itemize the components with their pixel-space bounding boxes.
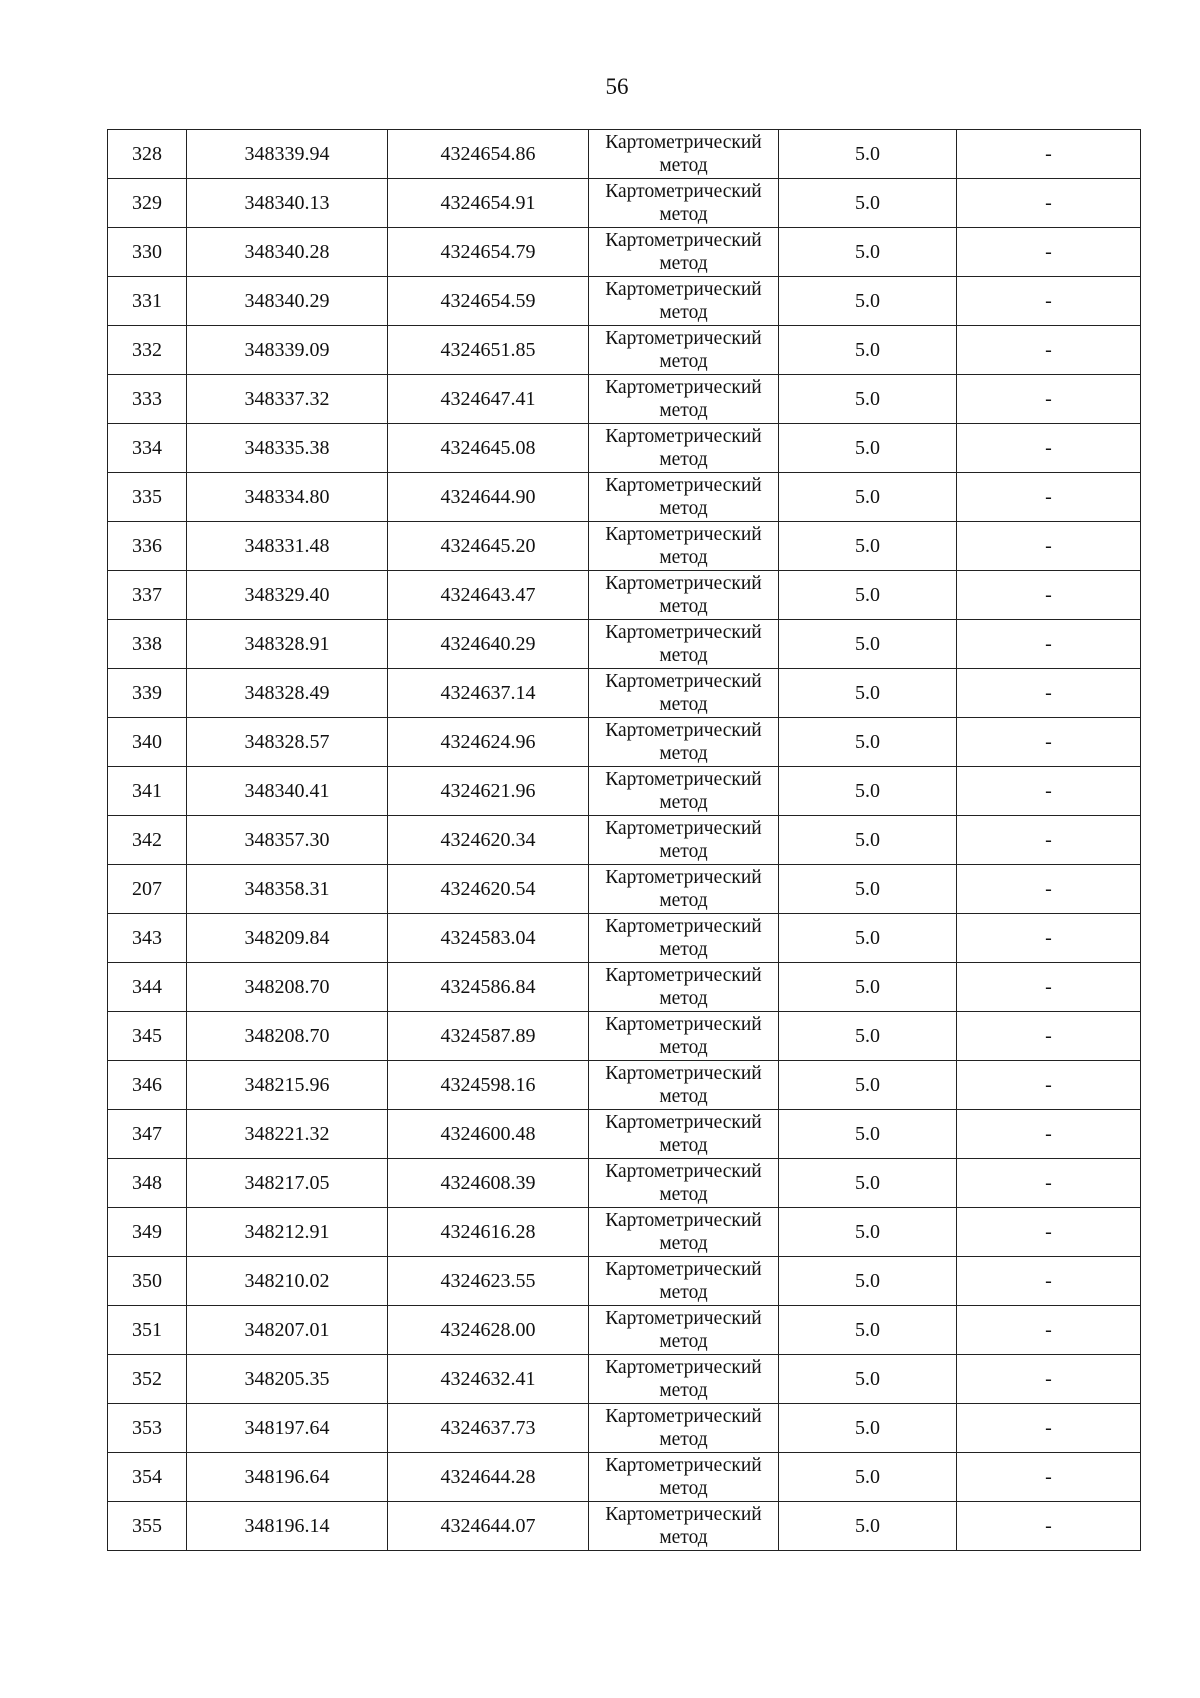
table-row [108,767,1141,816]
table-row [108,1404,1141,1453]
cell-coordinate-x: 348339.09 [187,326,388,375]
cell-method: Картометрический метод [589,179,779,228]
cell-accuracy: 5.0 [779,1306,957,1355]
table-row [108,1257,1141,1306]
cell-coordinate-y: 4324616.28 [388,1208,589,1257]
cell-accuracy: 5.0 [779,816,957,865]
cell-point-number: 345 [108,1012,187,1061]
table-row [108,1012,1141,1061]
cell-note: - [957,816,1141,865]
cell-coordinate-y: 4324654.79 [388,228,589,277]
cell-note: - [957,326,1141,375]
coordinates-table-body [108,130,1141,1551]
table-row [108,130,1141,179]
table-row [108,228,1141,277]
cell-coordinate-y: 4324644.07 [388,1502,589,1551]
cell-coordinate-x: 348337.32 [187,375,388,424]
table-row [108,473,1141,522]
cell-accuracy: 5.0 [779,669,957,718]
cell-accuracy: 5.0 [779,1012,957,1061]
cell-point-number: 341 [108,767,187,816]
cell-method: Картометрический метод [589,228,779,277]
cell-coordinate-x: 348328.91 [187,620,388,669]
cell-point-number: 347 [108,1110,187,1159]
cell-method: Картометрический метод [589,522,779,571]
cell-coordinate-x: 348208.70 [187,1012,388,1061]
cell-method: Картометрический метод [589,1061,779,1110]
cell-note: - [957,1306,1141,1355]
cell-note: - [957,228,1141,277]
cell-accuracy: 5.0 [779,620,957,669]
cell-note: - [957,1404,1141,1453]
cell-method: Картометрический метод [589,767,779,816]
cell-point-number: 340 [108,718,187,767]
cell-coordinate-y: 4324586.84 [388,963,589,1012]
cell-method: Картометрический метод [589,1110,779,1159]
cell-accuracy: 5.0 [779,963,957,1012]
cell-point-number: 332 [108,326,187,375]
cell-point-number: 353 [108,1404,187,1453]
cell-point-number: 330 [108,228,187,277]
cell-accuracy: 5.0 [779,375,957,424]
table-row [108,375,1141,424]
cell-note: - [957,963,1141,1012]
cell-accuracy: 5.0 [779,1404,957,1453]
cell-point-number: 349 [108,1208,187,1257]
table-row [108,1453,1141,1502]
table-row [108,1159,1141,1208]
table-row [108,1061,1141,1110]
cell-coordinate-y: 4324643.47 [388,571,589,620]
cell-accuracy: 5.0 [779,277,957,326]
cell-coordinate-y: 4324637.14 [388,669,589,718]
cell-accuracy: 5.0 [779,179,957,228]
table-row [108,718,1141,767]
cell-method: Картометрический метод [589,1159,779,1208]
table-row [108,1502,1141,1551]
cell-note: - [957,1159,1141,1208]
cell-accuracy: 5.0 [779,1159,957,1208]
cell-method: Картометрический метод [589,424,779,473]
page-number: 56 [605,74,629,99]
table-row [108,963,1141,1012]
cell-coordinate-x: 348331.48 [187,522,388,571]
cell-coordinate-y: 4324654.86 [388,130,589,179]
table-row [108,277,1141,326]
cell-accuracy: 5.0 [779,1110,957,1159]
cell-point-number: 335 [108,473,187,522]
cell-note: - [957,865,1141,914]
cell-point-number: 355 [108,1502,187,1551]
cell-note: - [957,277,1141,326]
table-row [108,1208,1141,1257]
cell-coordinate-y: 4324644.90 [388,473,589,522]
cell-accuracy: 5.0 [779,914,957,963]
table-row [108,1110,1141,1159]
cell-coordinate-x: 348210.02 [187,1257,388,1306]
cell-coordinate-x: 348328.49 [187,669,388,718]
cell-note: - [957,1061,1141,1110]
cell-note: - [957,1012,1141,1061]
cell-note: - [957,424,1141,473]
cell-note: - [957,669,1141,718]
cell-coordinate-x: 348196.14 [187,1502,388,1551]
cell-coordinate-x: 348221.32 [187,1110,388,1159]
cell-coordinate-y: 4324645.08 [388,424,589,473]
table-row [108,914,1141,963]
cell-method: Картометрический метод [589,963,779,1012]
cell-method: Картометрический метод [589,326,779,375]
cell-coordinate-y: 4324640.29 [388,620,589,669]
cell-accuracy: 5.0 [779,571,957,620]
table-row [108,571,1141,620]
cell-note: - [957,130,1141,179]
cell-method: Картометрический метод [589,1257,779,1306]
cell-coordinate-x: 348205.35 [187,1355,388,1404]
cell-accuracy: 5.0 [779,718,957,767]
cell-coordinate-y: 4324637.73 [388,1404,589,1453]
cell-accuracy: 5.0 [779,473,957,522]
cell-method: Картометрический метод [589,1306,779,1355]
cell-point-number: 346 [108,1061,187,1110]
cell-accuracy: 5.0 [779,424,957,473]
cell-method: Картометрический метод [589,1012,779,1061]
cell-coordinate-x: 348340.41 [187,767,388,816]
cell-note: - [957,1453,1141,1502]
cell-coordinate-x: 348358.31 [187,865,388,914]
cell-point-number: 338 [108,620,187,669]
cell-coordinate-y: 4324632.41 [388,1355,589,1404]
cell-coordinate-y: 4324651.85 [388,326,589,375]
coordinates-table [107,129,1141,1551]
cell-method: Картометрический метод [589,1502,779,1551]
cell-accuracy: 5.0 [779,326,957,375]
cell-note: - [957,914,1141,963]
cell-point-number: 334 [108,424,187,473]
cell-accuracy: 5.0 [779,1355,957,1404]
cell-coordinate-x: 348340.13 [187,179,388,228]
cell-coordinate-x: 348209.84 [187,914,388,963]
cell-point-number: 329 [108,179,187,228]
cell-point-number: 352 [108,1355,187,1404]
cell-coordinate-x: 348328.57 [187,718,388,767]
cell-method: Картометрический метод [589,1404,779,1453]
cell-coordinate-x: 348335.38 [187,424,388,473]
cell-method: Картометрический метод [589,375,779,424]
cell-coordinate-x: 348207.01 [187,1306,388,1355]
cell-accuracy: 5.0 [779,1061,957,1110]
cell-note: - [957,1257,1141,1306]
cell-note: - [957,1355,1141,1404]
table-row [108,669,1141,718]
cell-method: Картометрический метод [589,1208,779,1257]
cell-coordinate-y: 4324647.41 [388,375,589,424]
cell-point-number: 336 [108,522,187,571]
cell-coordinate-x: 348334.80 [187,473,388,522]
cell-coordinate-x: 348217.05 [187,1159,388,1208]
table-row [108,865,1141,914]
cell-accuracy: 5.0 [779,1453,957,1502]
cell-point-number: 350 [108,1257,187,1306]
cell-method: Картометрический метод [589,914,779,963]
cell-point-number: 207 [108,865,187,914]
cell-note: - [957,522,1141,571]
cell-accuracy: 5.0 [779,865,957,914]
cell-coordinate-y: 4324587.89 [388,1012,589,1061]
cell-accuracy: 5.0 [779,1257,957,1306]
cell-coordinate-x: 348340.29 [187,277,388,326]
cell-method: Картометрический метод [589,718,779,767]
cell-method: Картометрический метод [589,277,779,326]
cell-coordinate-x: 348208.70 [187,963,388,1012]
cell-note: - [957,767,1141,816]
cell-note: - [957,620,1141,669]
cell-method: Картометрический метод [589,571,779,620]
cell-coordinate-y: 4324598.16 [388,1061,589,1110]
cell-point-number: 328 [108,130,187,179]
cell-point-number: 342 [108,816,187,865]
cell-note: - [957,1110,1141,1159]
cell-note: - [957,179,1141,228]
cell-note: - [957,571,1141,620]
cell-coordinate-y: 4324628.00 [388,1306,589,1355]
cell-coordinate-y: 4324620.34 [388,816,589,865]
cell-note: - [957,1208,1141,1257]
cell-coordinate-y: 4324624.96 [388,718,589,767]
cell-accuracy: 5.0 [779,522,957,571]
cell-note: - [957,718,1141,767]
cell-point-number: 344 [108,963,187,1012]
cell-point-number: 337 [108,571,187,620]
cell-coordinate-y: 4324621.96 [388,767,589,816]
cell-point-number: 354 [108,1453,187,1502]
cell-coordinate-x: 348339.94 [187,130,388,179]
cell-point-number: 333 [108,375,187,424]
cell-coordinate-x: 348212.91 [187,1208,388,1257]
cell-method: Картометрический метод [589,1453,779,1502]
table-row [108,424,1141,473]
cell-coordinate-y: 4324600.48 [388,1110,589,1159]
cell-method: Картометрический метод [589,1355,779,1404]
table-row [108,620,1141,669]
cell-point-number: 348 [108,1159,187,1208]
cell-coordinate-x: 348196.64 [187,1453,388,1502]
cell-point-number: 339 [108,669,187,718]
cell-method: Картометрический метод [589,816,779,865]
cell-point-number: 343 [108,914,187,963]
cell-accuracy: 5.0 [779,228,957,277]
cell-accuracy: 5.0 [779,767,957,816]
table-row [108,522,1141,571]
cell-coordinate-y: 4324583.04 [388,914,589,963]
cell-method: Картометрический метод [589,620,779,669]
cell-coordinate-y: 4324644.28 [388,1453,589,1502]
cell-method: Картометрический метод [589,669,779,718]
cell-note: - [957,1502,1141,1551]
table-row [108,179,1141,228]
cell-coordinate-y: 4324608.39 [388,1159,589,1208]
cell-method: Картометрический метод [589,130,779,179]
cell-note: - [957,375,1141,424]
table-row [108,816,1141,865]
cell-coordinate-y: 4324654.91 [388,179,589,228]
table-row [108,326,1141,375]
cell-point-number: 331 [108,277,187,326]
cell-coordinate-x: 348197.64 [187,1404,388,1453]
cell-coordinate-x: 348357.30 [187,816,388,865]
cell-coordinate-x: 348215.96 [187,1061,388,1110]
cell-accuracy: 5.0 [779,130,957,179]
table-row [108,1355,1141,1404]
cell-method: Картометрический метод [589,865,779,914]
cell-coordinate-x: 348329.40 [187,571,388,620]
cell-coordinate-y: 4324620.54 [388,865,589,914]
cell-accuracy: 5.0 [779,1208,957,1257]
cell-accuracy: 5.0 [779,1502,957,1551]
cell-coordinate-x: 348340.28 [187,228,388,277]
cell-coordinate-y: 4324654.59 [388,277,589,326]
table-row [108,1306,1141,1355]
cell-point-number: 351 [108,1306,187,1355]
cell-note: - [957,473,1141,522]
cell-coordinate-y: 4324623.55 [388,1257,589,1306]
cell-coordinate-y: 4324645.20 [388,522,589,571]
cell-method: Картометрический метод [589,473,779,522]
